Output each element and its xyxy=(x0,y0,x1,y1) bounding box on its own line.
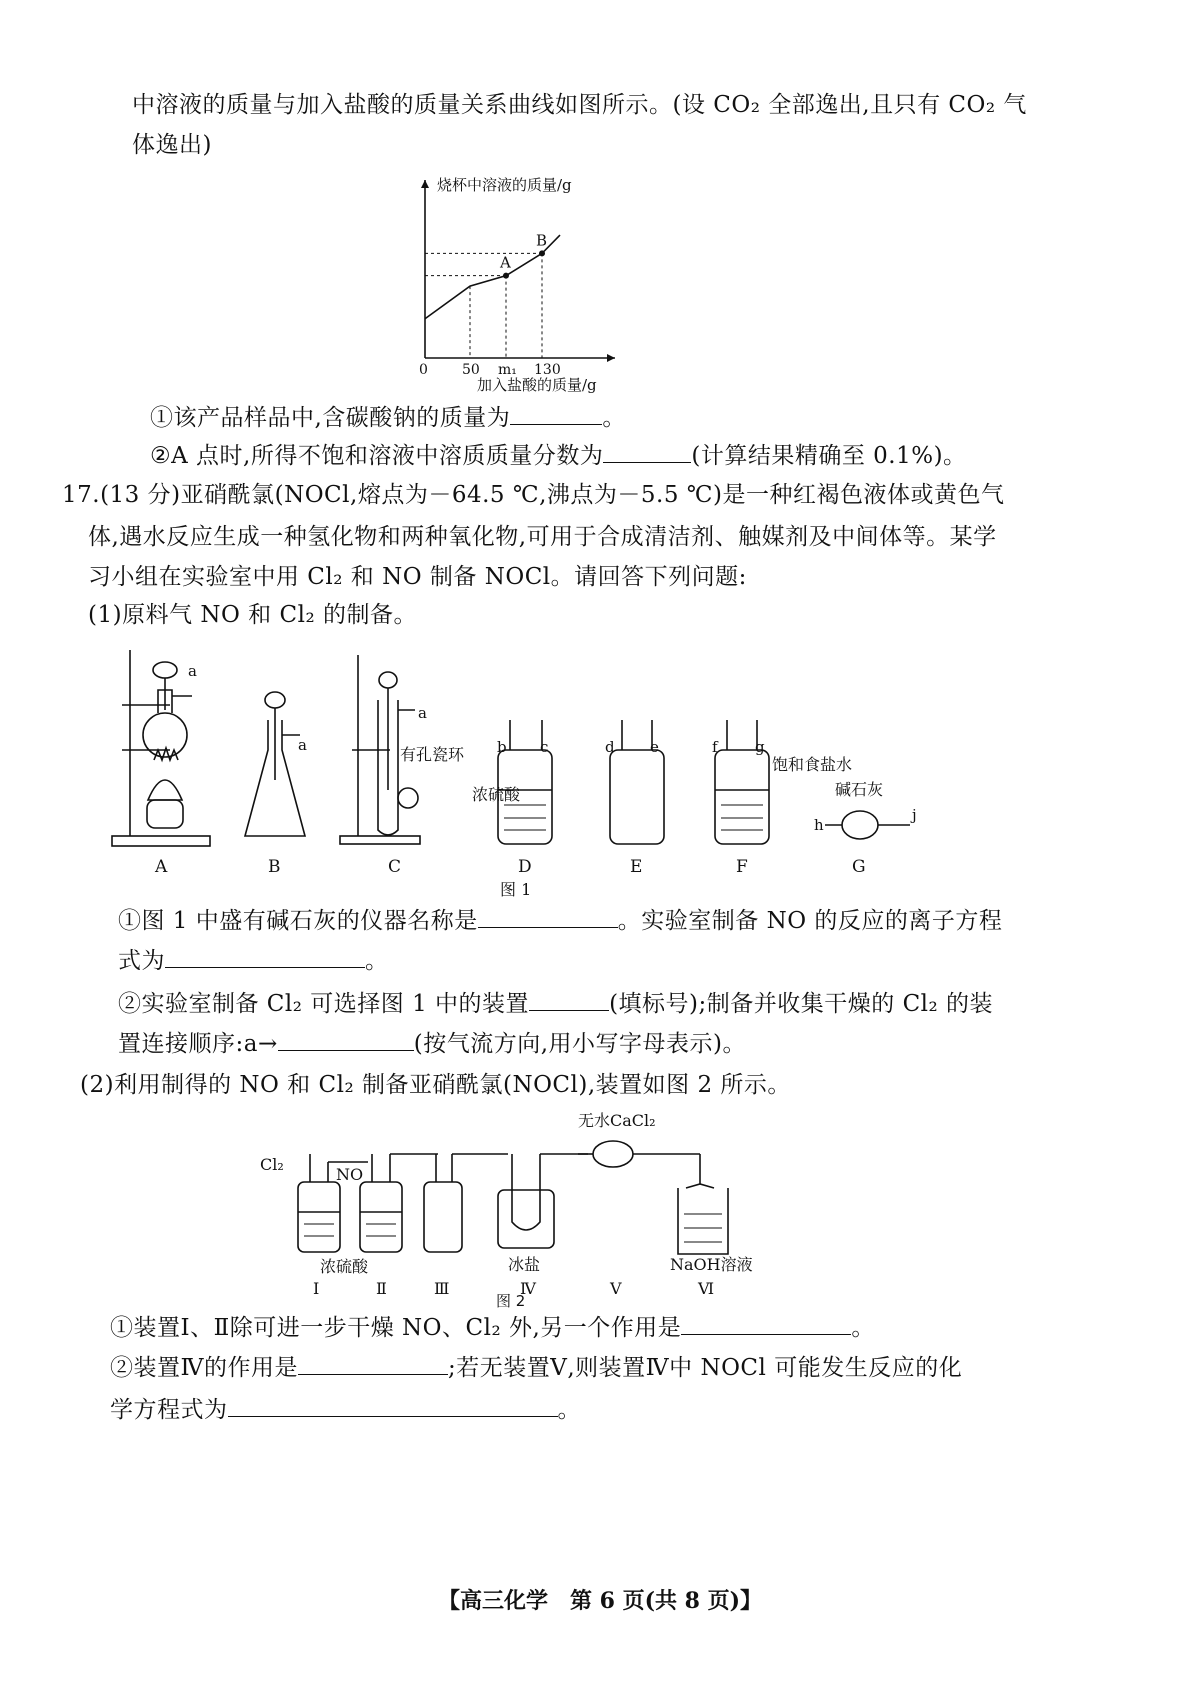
numeral-i: Ⅰ xyxy=(313,1279,320,1298)
x-tick-label: m₁ xyxy=(498,362,517,378)
q17-s2-blank-2[interactable] xyxy=(278,1028,414,1051)
q17-line-1: 17.(13 分)亚硝酰氯(NOCl,熔点为－64.5 ℃,沸点为－5.5 ℃)是一种红褐色液体或黄色气 xyxy=(62,482,1005,508)
q17-s1-blank-2[interactable] xyxy=(165,945,365,968)
q17-t1-end: 。 xyxy=(851,1315,875,1341)
q17-t2-line1 xyxy=(110,1352,962,1383)
label-ice: 冰盐 xyxy=(508,1255,541,1274)
apparatus-b xyxy=(245,692,305,836)
q17-t2-blank-1[interactable] xyxy=(298,1352,448,1375)
q17-t1-text: ①装置Ⅰ、Ⅱ除可进一步干燥 NO、Cl₂ 外,另一个作用是 xyxy=(110,1315,682,1341)
label-c-ring: 有孔瓷环 xyxy=(400,745,465,764)
q16-sub2 xyxy=(150,440,967,471)
apparatus-2-iv xyxy=(498,1154,588,1248)
q17-s1-blank-1[interactable] xyxy=(478,905,618,928)
x-axis-label: 加入盐酸的质量/g xyxy=(477,376,597,394)
y-axis-arrow xyxy=(421,180,429,188)
q17-part-2: (2)利用制得的 NO 和 Cl₂ 制备亚硝酰氯(NOCl),装置如图 2 所示。 xyxy=(80,1072,791,1098)
label-b: B xyxy=(268,857,281,877)
q17-s2-line1 xyxy=(118,988,993,1019)
label-naoh: NaOH溶液 xyxy=(670,1255,753,1274)
label-e: E xyxy=(630,857,643,877)
point-B xyxy=(539,250,545,256)
q17-s2-blank-1[interactable] xyxy=(529,988,609,1011)
q17-t1 xyxy=(110,1312,875,1343)
q17-t2-text: ②装置Ⅳ的作用是 xyxy=(110,1355,298,1381)
q17-t2-mid: ;若无装置Ⅴ,则装置Ⅳ中 NOCl 可能发生反应的化 xyxy=(447,1355,963,1381)
apparatus-2-iii xyxy=(424,1154,508,1252)
port-a-c: a xyxy=(418,704,427,722)
port-a-b: a xyxy=(298,736,307,754)
q17-t2-blank-2[interactable] xyxy=(228,1394,558,1417)
numeral-vi: Ⅵ xyxy=(698,1279,715,1298)
point-A xyxy=(503,273,509,279)
figure-1 xyxy=(100,640,940,900)
q17-t2-l2-end: 。 xyxy=(557,1397,581,1423)
apparatus-2-vi xyxy=(678,1184,728,1254)
point-label-B: B xyxy=(536,231,548,250)
q17-s2-l2-text: 置连接顺序:a→ xyxy=(118,1031,278,1057)
point-label-A: A xyxy=(500,253,511,272)
figure-2-caption: 图 2 xyxy=(496,1292,526,1310)
page-footer: 【高三化学 第 6 页(共 8 页)】 xyxy=(437,1588,763,1614)
q17-s2-l2-end: (按气流方向,用小写字母表示)。 xyxy=(413,1031,746,1057)
port-j: j xyxy=(912,806,917,824)
numeral-iv: Ⅳ xyxy=(520,1279,536,1298)
x-tick-label: 0 xyxy=(419,362,428,378)
q17-s2-line2 xyxy=(118,1028,746,1059)
port-b: b xyxy=(497,738,507,756)
apparatus-2-v xyxy=(578,1141,700,1184)
label-g-sodalime: 碱石灰 xyxy=(835,780,884,799)
q17-s1-l2-end: 。 xyxy=(365,948,389,974)
q16-sub2-text: ②A 点时,所得不饱和溶液中溶质质量分数为 xyxy=(150,443,604,469)
q17-s2-mid: (填标号);制备并收集干燥的 Cl₂ 的装 xyxy=(609,991,994,1017)
port-f: f xyxy=(712,738,718,756)
label-cacl2: 无水CaCl₂ xyxy=(578,1111,656,1130)
intro-line-1: 中溶液的质量与加入盐酸的质量关系曲线如图所示。(设 CO₂ 全部逸出,且只有 CO₂ 气 xyxy=(132,92,1027,118)
label-f-brine: 饱和食盐水 xyxy=(772,755,853,774)
q17-line-3: 习小组在实验室中用 Cl₂ 和 NO 制备 NOCl。请回答下列问题: xyxy=(88,564,747,590)
label-c: C xyxy=(388,857,402,877)
q17-s1-line2 xyxy=(118,945,389,976)
q17-s1-mid: 。实验室制备 NO 的反应的离子方程 xyxy=(617,908,1003,934)
q17-s1-l2-text: 式为 xyxy=(118,948,165,974)
label-a: A xyxy=(155,857,168,877)
q17-line-2: 体,遇水反应生成一种氢化物和两种氧化物,可用于合成清洁剂、触媒剂及中间体等。某学 xyxy=(88,524,997,550)
label-gas-no: NO xyxy=(336,1165,364,1184)
q17-t1-blank[interactable] xyxy=(681,1312,851,1335)
port-d: d xyxy=(605,738,615,756)
figure-2 xyxy=(258,1104,778,1304)
q17-t2-line2 xyxy=(110,1394,581,1425)
label-f: F xyxy=(736,857,748,877)
numeral-v: Ⅴ xyxy=(610,1279,622,1298)
port-a-a: a xyxy=(188,662,197,680)
apparatus-g xyxy=(825,811,910,839)
label-gas-cl2: Cl₂ xyxy=(260,1155,284,1174)
label-d: D xyxy=(518,857,532,877)
q16-sub1-blank[interactable] xyxy=(510,402,602,425)
x-tick-label: 50 xyxy=(462,362,480,378)
q16-sub1 xyxy=(150,402,626,433)
q17-part-1: (1)原料气 NO 和 Cl₂ 的制备。 xyxy=(88,602,417,628)
figure-1-caption: 图 1 xyxy=(500,880,532,899)
q16-sub1-text: ①该产品样品中,含碳酸钠的质量为 xyxy=(150,405,511,431)
q16-sub1-end: 。 xyxy=(602,405,626,431)
apparatus-2-ii xyxy=(360,1154,438,1252)
q17-s2-text: ②实验室制备 Cl₂ 可选择图 1 中的装置 xyxy=(118,991,530,1017)
q16-sub2-end: (计算结果精确至 0.1%)。 xyxy=(691,443,967,469)
port-h: h xyxy=(814,816,824,834)
numeral-ii: Ⅱ xyxy=(376,1279,387,1298)
mass-chart xyxy=(400,170,640,400)
port-e: e xyxy=(650,738,659,756)
q17-s1-text: ①图 1 中盛有碱石灰的仪器名称是 xyxy=(118,908,478,934)
x-axis-arrow xyxy=(607,354,615,362)
y-axis-label: 烧杯中溶液的质量/g xyxy=(437,176,572,194)
numeral-iii: Ⅲ xyxy=(434,1279,450,1298)
label-acid-2: 浓硫酸 xyxy=(320,1257,369,1276)
q17-t2-l2-text: 学方程式为 xyxy=(110,1397,228,1423)
q17-s1-line1 xyxy=(118,905,1002,936)
label-g: G xyxy=(852,857,866,877)
label-d-acid: 浓硫酸 xyxy=(472,785,521,804)
port-g: g xyxy=(755,738,765,756)
intro-line-2: 体逸出) xyxy=(132,132,212,158)
port-c: c xyxy=(540,738,549,756)
q16-sub2-blank[interactable] xyxy=(603,440,691,463)
x-tick-label: 130 xyxy=(534,362,561,378)
